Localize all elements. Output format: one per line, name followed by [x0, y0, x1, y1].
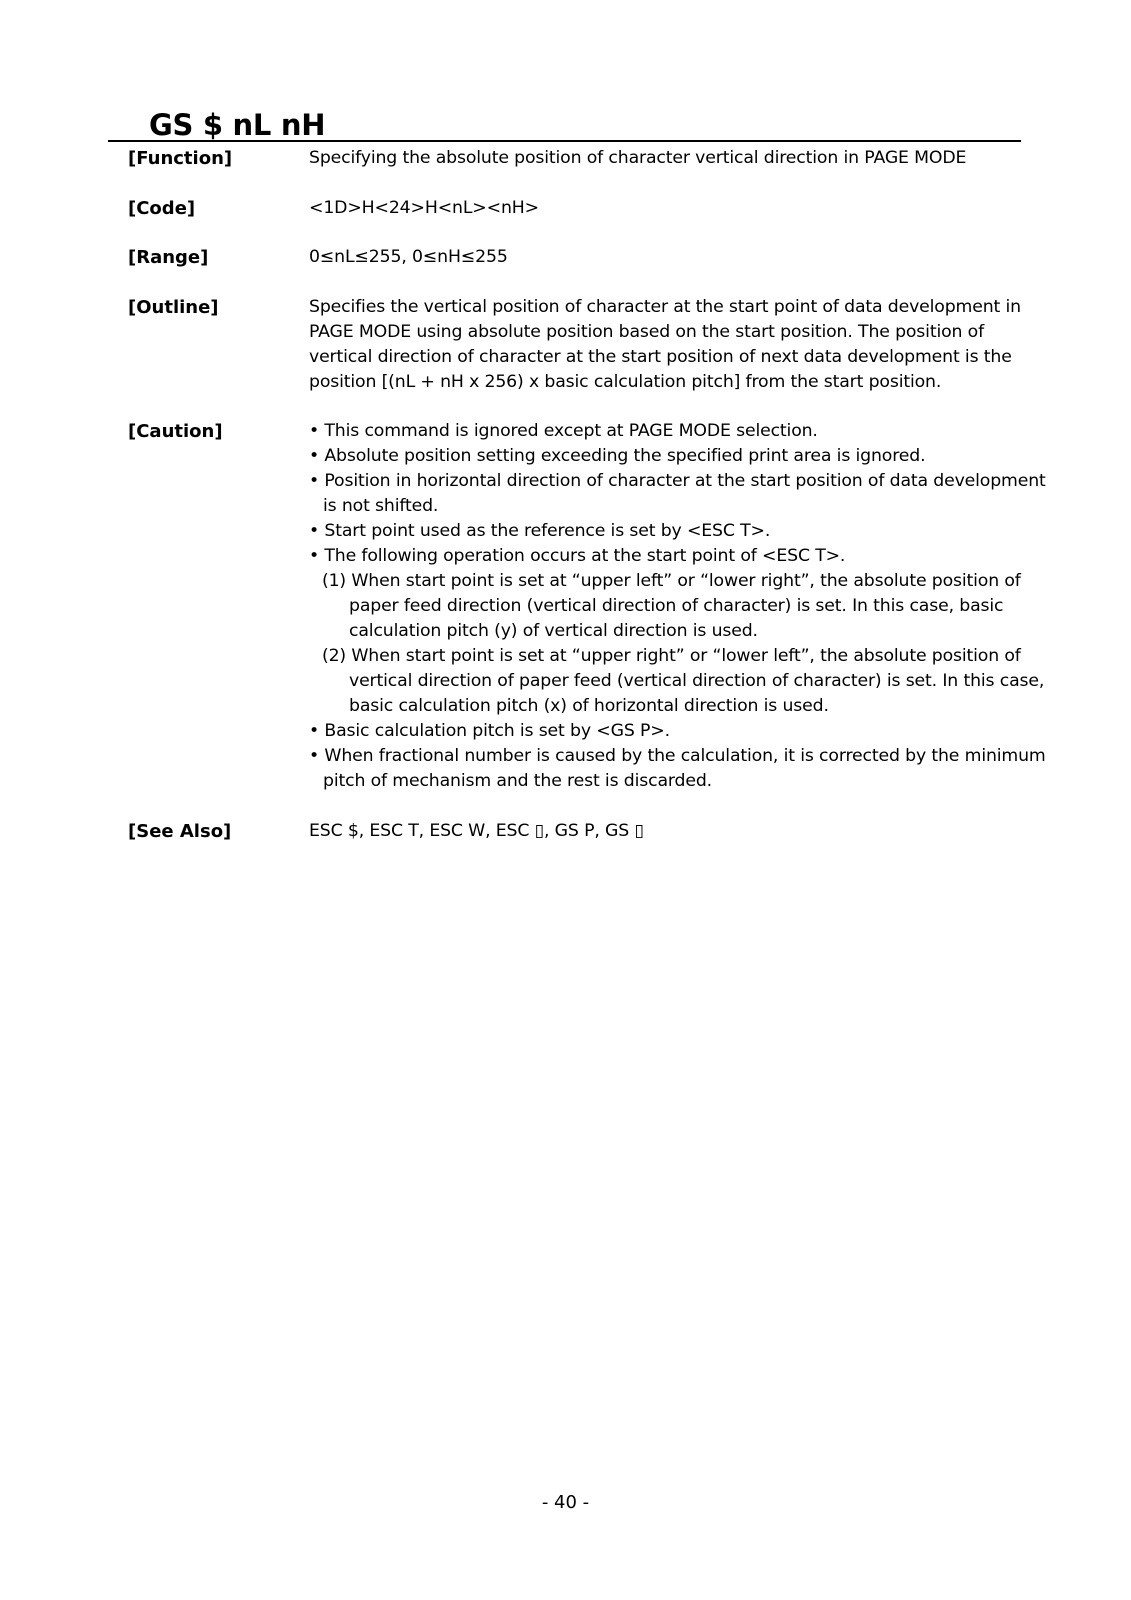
outline-line: vertical direction of character at the start position of next data development is the [309, 347, 1012, 367]
caution-bullet: • Start point used as the reference is set by <ESC T>. [309, 521, 771, 541]
outline-label: [Outline] [128, 297, 219, 318]
caution-numbered-continuation: paper feed direction (vertical direction of character) is set. In this case, basic [349, 596, 1004, 616]
range-text [309, 245, 1037, 270]
caution-bullet: • This command is ignored except at PAGE MODE selection. [309, 421, 818, 441]
caution-bullet-continuation: pitch of mechanism and the rest is discarded. [323, 771, 713, 791]
see-also-text [309, 819, 1037, 844]
range-line: 0≤nL≤255, 0≤nH≤255 [309, 247, 508, 267]
code-line: <1D>H<24>H<nL><nH> [309, 198, 539, 218]
caution-numbered-continuation: vertical direction of paper feed (vertical direction of character) is set. In this case, [349, 671, 1045, 691]
caution-numbered-item: (1) When start point is set at “upper left” or “lower right”, the absolute position of [322, 571, 1021, 591]
caution-bullet: • When fractional number is caused by the calculation, it is corrected by the minimum [309, 746, 1046, 766]
page-number: - 40 - [541, 1492, 590, 1513]
caution-numbered-item: (2) When start point is set at “upper right” or “lower left”, the absolute position of [322, 646, 1021, 666]
caution-numbered-continuation: basic calculation pitch (x) of horizontal direction is used. [349, 696, 829, 716]
function-label: [Function] [128, 148, 233, 169]
function-text [309, 146, 1037, 171]
caution-label: [Caution] [128, 421, 223, 442]
caution-bullet: • Position in horizontal direction of character at the start position of data development [309, 471, 1046, 491]
outline-line: position [(nL + nH x 256) x basic calculation pitch] from the start position. [309, 372, 942, 392]
outline-line: PAGE MODE using absolute position based on the start position. The position of [309, 322, 985, 342]
outline-line: Specifies the vertical position of character at the start point of data development in [309, 297, 1021, 317]
outline-text [309, 295, 1037, 395]
caution-numbered-continuation: calculation pitch (y) of vertical direction is used. [349, 621, 758, 641]
range-label: [Range] [128, 247, 209, 268]
code-label: [Code] [128, 198, 196, 219]
caution-bullet: • Basic calculation pitch is set by <GS P>. [309, 721, 670, 741]
caution-bullet: • Absolute position setting exceeding the specified print area is ignored. [309, 446, 926, 466]
code-text [309, 196, 1037, 221]
function-line: Specifying the absolute position of character vertical direction in PAGE MODE [309, 148, 967, 168]
caution-bullet: • The following operation occurs at the start point of <ESC T>. [309, 546, 846, 566]
caution-text [309, 419, 1046, 794]
title-underline [108, 140, 1021, 142]
caution-bullet-continuation: is not shifted. [323, 496, 439, 516]
page-title: GS $ nL nH [149, 108, 326, 142]
see-also-line: ESC $, ESC T, ESC W, ESC ▯, GS P, GS ▯ [309, 821, 644, 841]
see-also-label: [See Also] [128, 821, 232, 842]
